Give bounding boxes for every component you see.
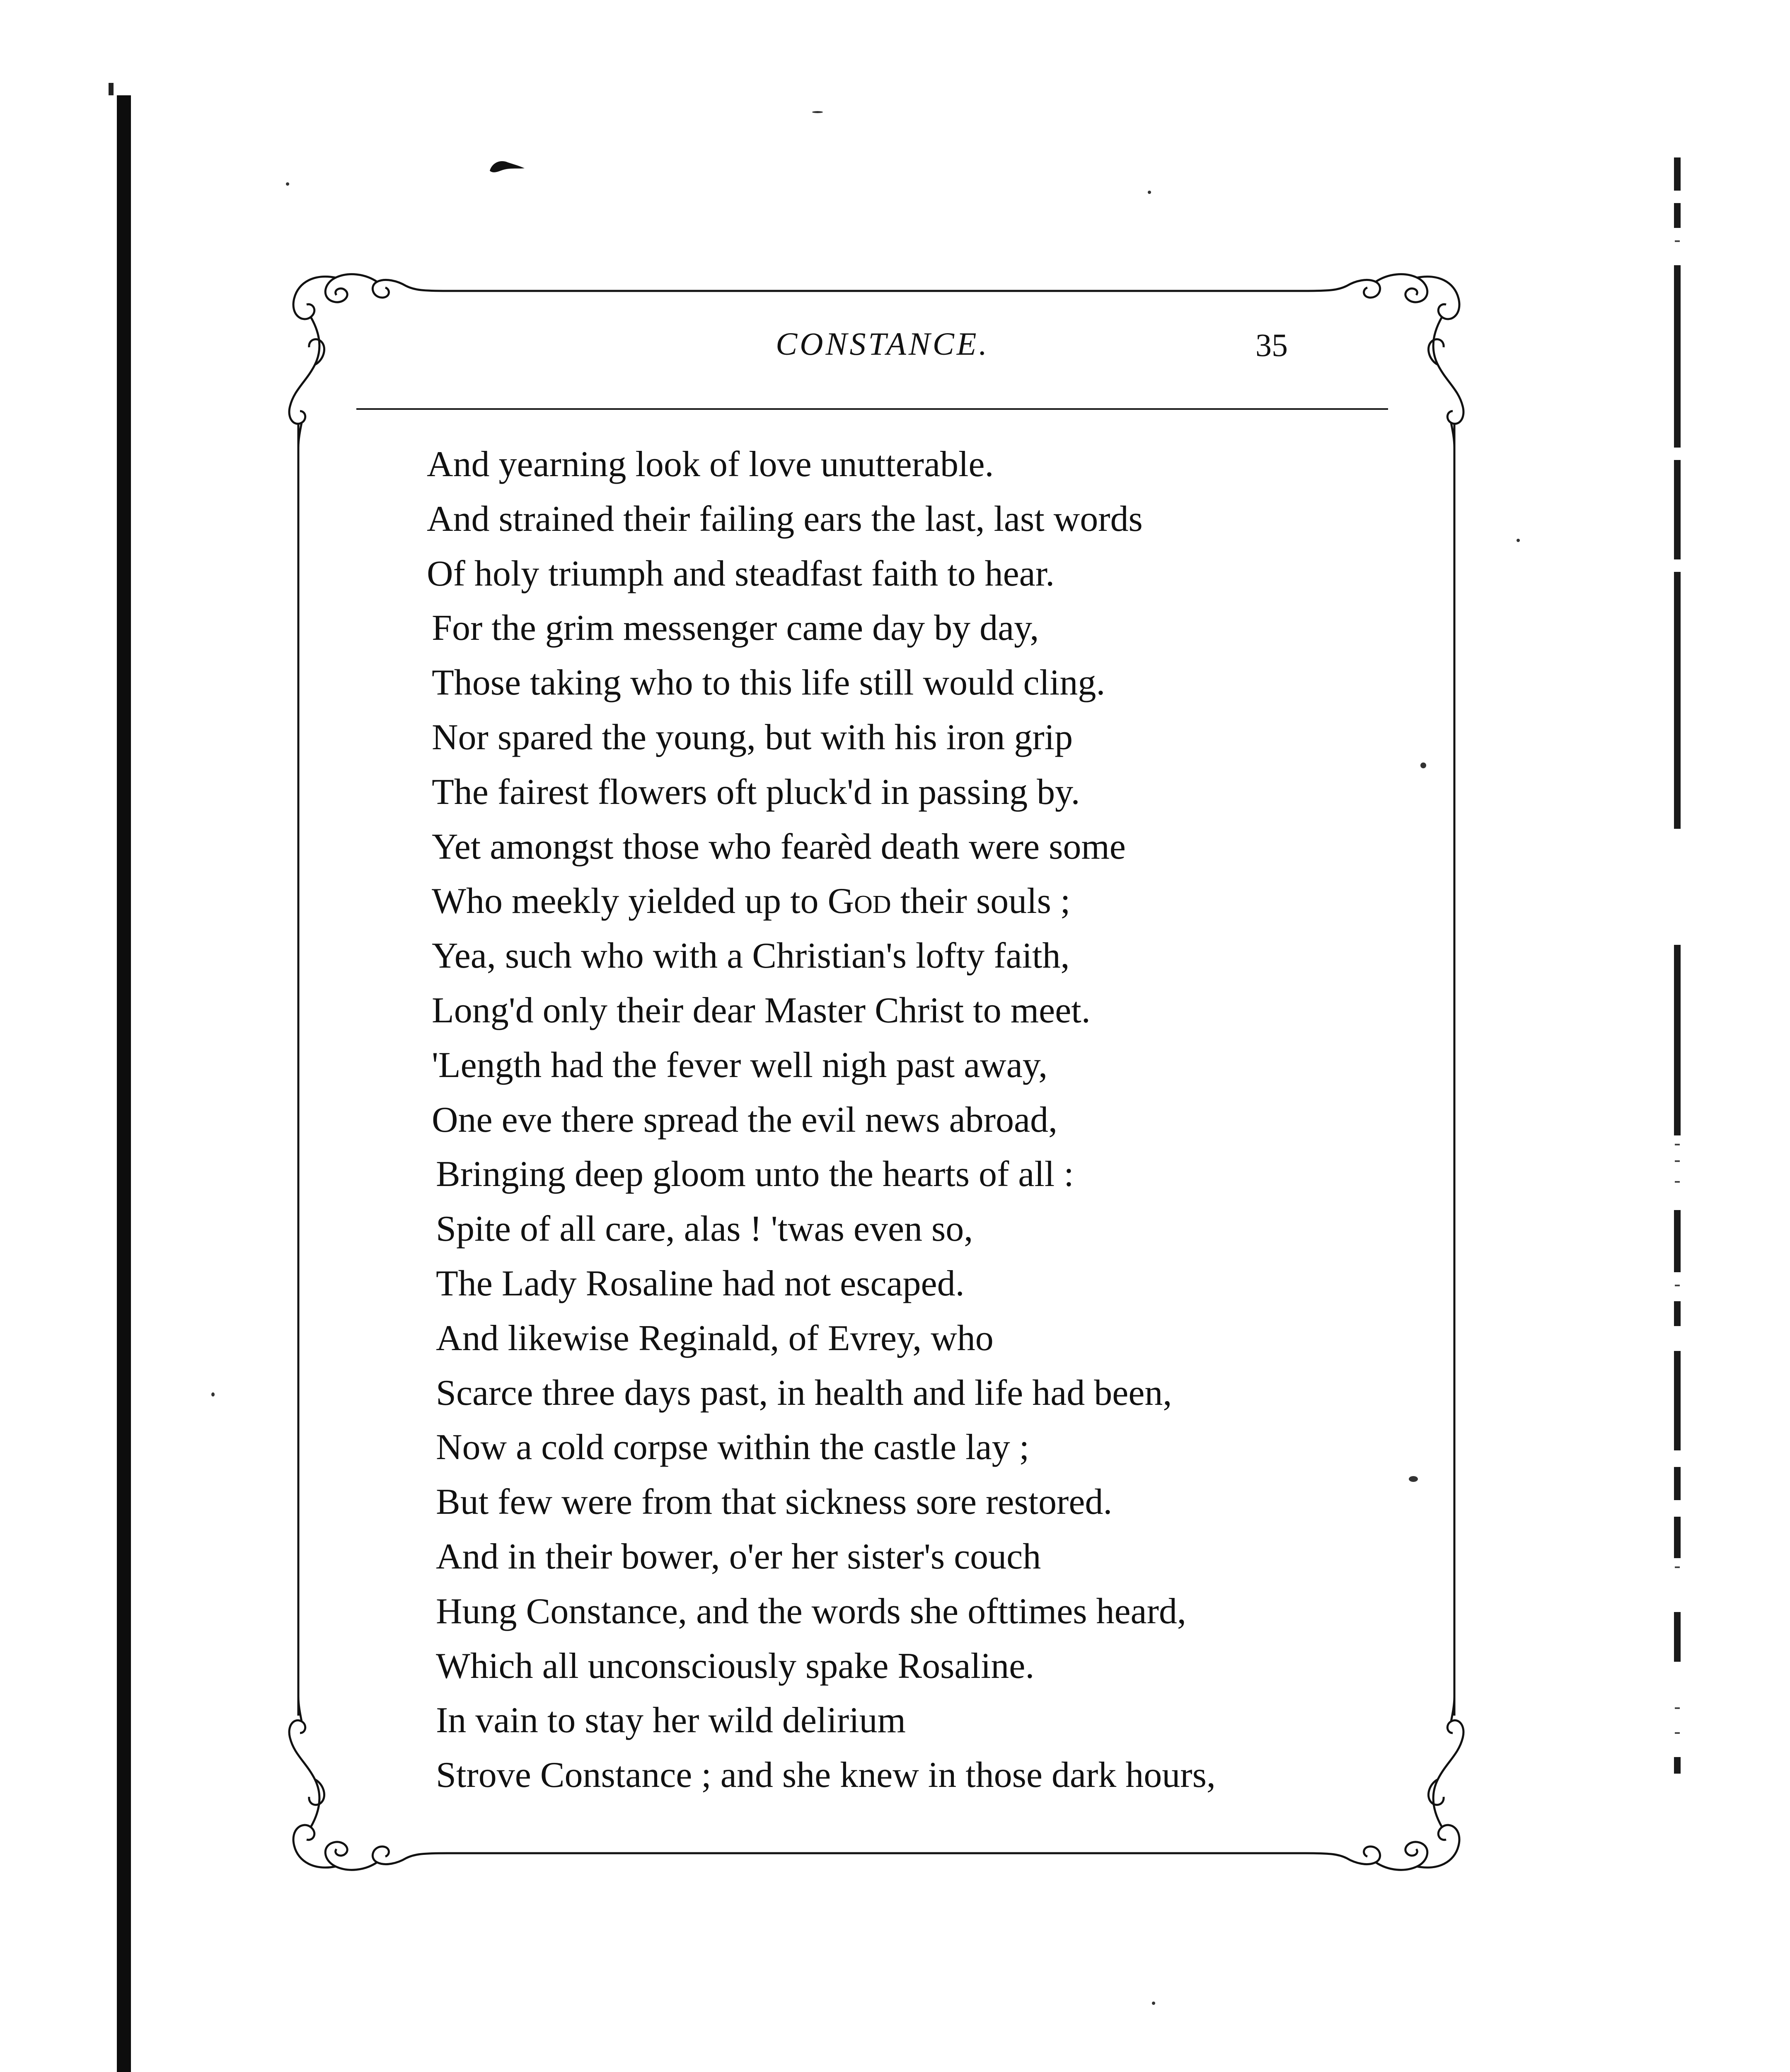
verse-line-head: Who meekly yielded up to	[432, 881, 828, 922]
verse-line: 'Length had the fever well nigh past away,	[432, 1045, 1048, 1085]
verse-smallcaps-word: God	[827, 881, 891, 922]
verse-block	[427, 437, 1380, 1803]
verse-line: Those taking who to this life still would cling.	[432, 663, 1105, 703]
verse-line: Yet amongst those who fearèd death were some	[432, 826, 1126, 867]
page-number: 35	[1255, 327, 1288, 363]
verse-line: Nor spared the young, but with his iron grip	[432, 717, 1073, 758]
scan-speck	[812, 111, 823, 113]
verse-line: Yea, such who with a Christian's lofty faith,	[432, 936, 1070, 976]
verse-line: And likewise Reginald, of Evrey, who	[436, 1318, 994, 1358]
verse-line: The fairest flowers oft pluck'd in passing by.	[432, 772, 1080, 812]
verse-line-tail: their souls ;	[891, 881, 1071, 922]
scan-speck	[1409, 1476, 1418, 1482]
verse-line: And in their bower, o'er her sister's couch	[436, 1536, 1041, 1577]
scan-speck	[109, 83, 114, 95]
verse-line: The Lady Rosaline had not escaped.	[436, 1263, 965, 1304]
verse-line: Scarce three days past, in health and life had been,	[436, 1372, 1172, 1413]
scan-speck	[1148, 191, 1151, 194]
verse-line: In vain to stay her wild delirium	[436, 1700, 906, 1741]
scan-speck	[1517, 539, 1520, 542]
verse-line: And strained their failing ears the last, last words	[427, 499, 1143, 539]
verse-line: For the grim messenger came day by day,	[432, 608, 1039, 649]
verse-line: Of holy triumph and steadfast faith to hear.	[427, 553, 1055, 594]
corner-flourish-tl	[289, 274, 448, 448]
scan-speck	[1152, 2002, 1155, 2005]
corner-flourish-bl	[289, 1697, 448, 1870]
scan-speck	[286, 182, 289, 186]
corner-flourish-tr	[1305, 274, 1463, 448]
scan-speck	[211, 1392, 215, 1397]
ink-blot	[488, 158, 525, 174]
header-rule	[356, 408, 1388, 410]
verse-line: Bringing deep gloom unto the hearts of all :	[436, 1154, 1074, 1195]
verse-line: Hung Constance, and the words she ofttimes heard,	[436, 1591, 1186, 1631]
running-title: CONSTANCE.	[776, 326, 989, 362]
binding-edge	[117, 95, 131, 2072]
verse-line: Spite of all care, alas ! 'twas even so,	[436, 1209, 973, 1249]
verse-line: Strove Constance ; and she knew in those dark hours,	[436, 1755, 1216, 1796]
right-scan-marks	[1674, 157, 1682, 1774]
verse-line: One eve there spread the evil news abroad,	[432, 1099, 1058, 1140]
verse-line: And yearning look of love unutterable.	[427, 444, 994, 484]
verse-line: Which all unconsciously spake Rosaline.	[436, 1646, 1035, 1686]
verse-line: But few were from that sickness sore restored.	[436, 1482, 1113, 1523]
scan-speck	[1420, 762, 1426, 768]
verse-line	[427, 874, 1380, 929]
verse-line: Now a cold corpse within the castle lay ;	[436, 1427, 1030, 1468]
verse-line: Long'd only their dear Master Christ to meet.	[432, 990, 1091, 1031]
